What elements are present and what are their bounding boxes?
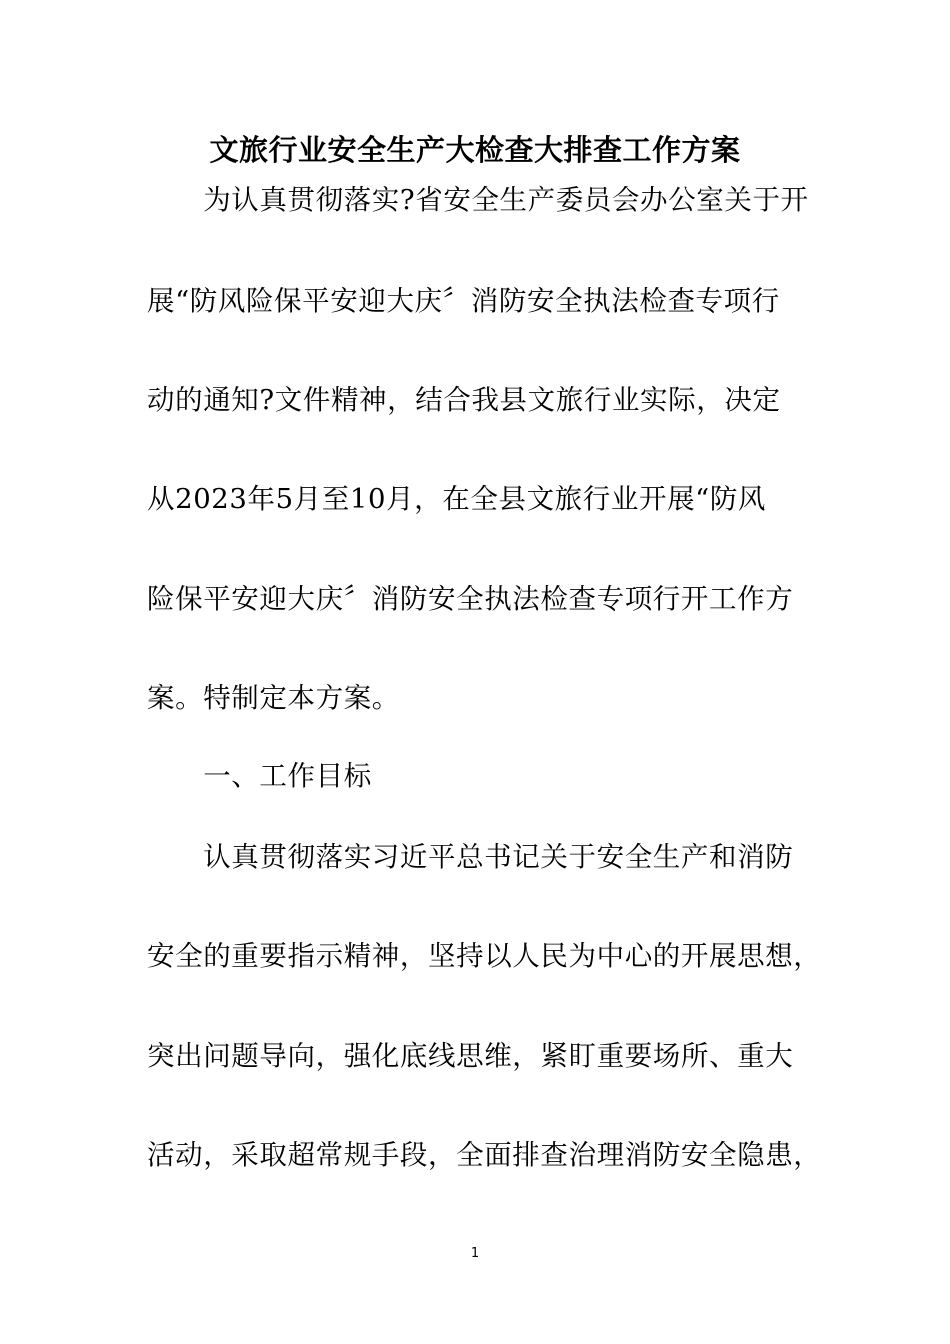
body-line: 认真贯彻落实习近平总书记关于安全生产和消防 (147, 841, 794, 873)
document-title: 文旅行业安全生产大检查大排查工作方案 (209, 133, 741, 167)
body-line: 险保平安迎大庆〞消防安全执法检查专项行开工作方 (147, 583, 794, 615)
body-line: 从2023年5月至10月，在全县文旅行业开展“防风 (147, 483, 767, 515)
body-line: 突出问题导向，强化底线思维，紧盯重要场所、重大 (147, 1040, 794, 1072)
body-line: 展“防风险保平安迎大庆〞消防安全执法检查专项行 (147, 285, 780, 317)
page-number: 1 (470, 1246, 480, 1261)
section-heading: 一、工作目标 (147, 760, 372, 792)
body-line: 动的通知?文件精神，结合我县文旅行业实际，决定 (147, 384, 781, 416)
body-line: 为认真贯彻落实?省安全生产委员会办公室关于开 (147, 184, 809, 216)
body-line: 活动，采取超常规手段，全面排查治理消防安全隐患， (147, 1139, 822, 1171)
body-line: 案。特制定本方案。 (147, 682, 400, 714)
body-line: 安全的重要指示精神，坚持以人民为中心的开展思想， (147, 940, 822, 972)
